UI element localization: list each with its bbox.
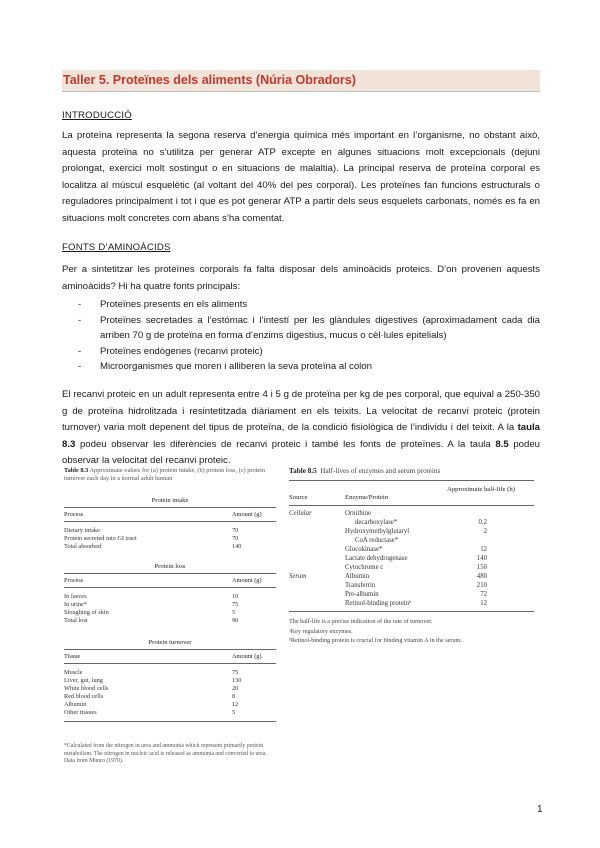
page-title-text: Taller 5. Proteïnes dels aliments (Núria Obradors)	[63, 73, 356, 87]
table-row: Other tissues 5	[64, 709, 236, 716]
turnover-text-a: El recanvi proteic en un adult representa entre 4 i 5 g de proteïna per kg de pes corporal, que equival a 250-350 g de proteïna hidrolitzada i resintetitzada diàriament en els teixits. La velocitat de recanvi proteic (protein turnover) varia molt depenent del tipus de proteïna, de la condició fisiològica de l’individu i del teixit. A la	[62, 389, 540, 433]
table-row: Muscle 75	[64, 669, 239, 676]
table-row: Albumin 12	[64, 701, 239, 708]
table-rule	[64, 587, 276, 588]
table-row: CoA reductase*	[355, 537, 399, 544]
page-title	[62, 70, 540, 92]
table-row: Retinol-binding proteinᵇ 12	[345, 600, 487, 607]
intake-title: Protein intake	[151, 497, 189, 504]
page-number: 1	[537, 804, 543, 815]
col-process: Process	[64, 577, 84, 584]
turnover-text-c: podeu observar la velocitat del recanvi proteic.	[62, 438, 540, 466]
intro-paragraph: La proteïna representa la segona reserva d’energia química més important en l’organisme, no obstant això, aquesta proteïna no s’utilitza per generar ATP excepte en algunes situacions molt excepcionals (dejuni prolongat, exercici molt sostingut o en situacions de malaltia). La principal reserva de proteïna corporal es localitza al múscul esquelètic (al voltant del 40% del pes corporal). Les proteïnes fan funcions estructurals o reguladores principalment i tot i que es pot generar ATP a partir dels seus esquelets carbonats, només es fa en situacions molt concretes com abans s’ha comentat.	[62, 130, 540, 224]
table-8-3-footnote: *Calculated from the nitrogen in urea and ammonia which represent primarily protein metabolism. The nitrogen in nucleic acid is released as ammonia and converted to urea. Data from Munro (1970).	[64, 743, 267, 765]
table-8-3-caption	[64, 467, 276, 482]
table-rule	[64, 649, 276, 650]
table-8-3-figure	[64, 467, 278, 783]
table-row: Hydroxymethylglutaryl 2	[345, 528, 487, 535]
col-amount: Amount (g)	[232, 577, 262, 584]
turnover-title: Protein turnover	[148, 639, 192, 646]
table-row: Transferrin 210	[345, 582, 487, 589]
sources-paragraph: Per a sintetitzar les proteïnes corporals fa falta disposar dels aminoàcids proteics. D’on provenen aquests aminoàcids? Hi ha quatre fonts principals:	[62, 264, 540, 292]
table-row: Total absorbed 140	[64, 543, 242, 550]
col-enzyme: Enzyme/Protein	[345, 494, 389, 501]
table-row: Sloughing of skin 5	[64, 609, 236, 616]
turnover-paragraph	[62, 387, 540, 470]
table-row: Red blood cells 8	[64, 693, 236, 700]
table-8-5-figure	[287, 467, 537, 644]
table-row: In faeces 10	[64, 593, 239, 600]
table-row: decarboxylase* 0.2	[355, 519, 487, 526]
table-row: White blood cells 20	[64, 685, 239, 692]
table-ref-8-3[interactable]: taula 8.3	[62, 422, 540, 450]
table-row: Lactate dehydrogenase 140	[345, 555, 487, 562]
table-rule	[289, 611, 534, 612]
table-rule	[64, 663, 276, 664]
table-row: Liver, gut, lung 130	[64, 677, 242, 684]
col-process: Process	[64, 511, 84, 518]
col-source: Source	[289, 494, 308, 501]
table-8-5-footnotes	[289, 617, 534, 646]
table-rule	[64, 507, 276, 508]
list-item: - Microorganismes que moren i alliberen la seva proteïna al colon	[62, 359, 540, 375]
caption-label: Table 8.3	[64, 467, 89, 474]
footnote: ᵃKey regulatory enzymes.	[289, 627, 353, 635]
table-row: In urine* 75	[64, 601, 239, 608]
table-ref-8-5[interactable]: 8.5	[495, 438, 509, 450]
table-row: Glucokinase* 12	[345, 546, 487, 553]
table-row: Cellular Ornithine	[289, 510, 372, 517]
section-heading-sources: FONTS D’AMINOÀCIDS	[62, 242, 171, 253]
footnote: The half-life is a precise indication of the rate of turnover.	[289, 618, 433, 625]
table-rule	[64, 521, 276, 522]
col-amount: Amount (g)	[232, 511, 262, 518]
footnote: ᵇRetinol-binding protein is crucial for binding vitamin A in the serum.	[289, 637, 462, 644]
table-rule	[289, 480, 534, 481]
col-tissue: Tissue	[64, 653, 81, 660]
section-heading-intro: INTRODUCCIÓ	[62, 110, 132, 121]
table-row: Serum Albumin 480	[289, 573, 487, 580]
table-row: Protein secreted into GI tract 70	[64, 535, 239, 542]
table-row: Total lost 90	[64, 617, 239, 624]
sources-list	[62, 297, 540, 375]
col-amount: Amount (g)	[232, 653, 262, 660]
loss-title: Protein loss	[154, 563, 186, 570]
list-item: - Proteïnes presents en els aliments	[62, 297, 540, 313]
caption-text: Approximate values for (a) protein intake, (b) protein loss, (c) protein turnover each day in a normal adult human	[64, 467, 266, 482]
caption-label: Table 8.5	[289, 467, 317, 475]
table-rule	[64, 721, 276, 722]
list-item: - Proteïnes endògenes (recanvi proteic)	[62, 344, 540, 360]
table-row: Dietary intake 70	[64, 527, 239, 534]
caption-text: Half-lives of enzymes and serum proteins	[320, 467, 441, 475]
table-row: Pre-albumin 72	[345, 591, 487, 598]
list-item: - Proteïnes secretades a l’estómac i l’intestí per les glàndules digestives (aproximadament cada dia arriben 70 g de proteïna en forma d’enzims digestius, mucus o cèl·lules epitelials)	[62, 313, 540, 344]
table-row: Cytochrome c 150	[345, 564, 487, 571]
table-rule	[289, 505, 534, 506]
table-8-5-caption	[289, 467, 440, 475]
table-rule	[64, 573, 276, 574]
col-half-life: Approximate half-life (h)	[447, 486, 515, 493]
turnover-text-b: podeu observar les diferències de recanvi proteic i també les fonts de proteïnes. A la taula	[75, 438, 496, 450]
